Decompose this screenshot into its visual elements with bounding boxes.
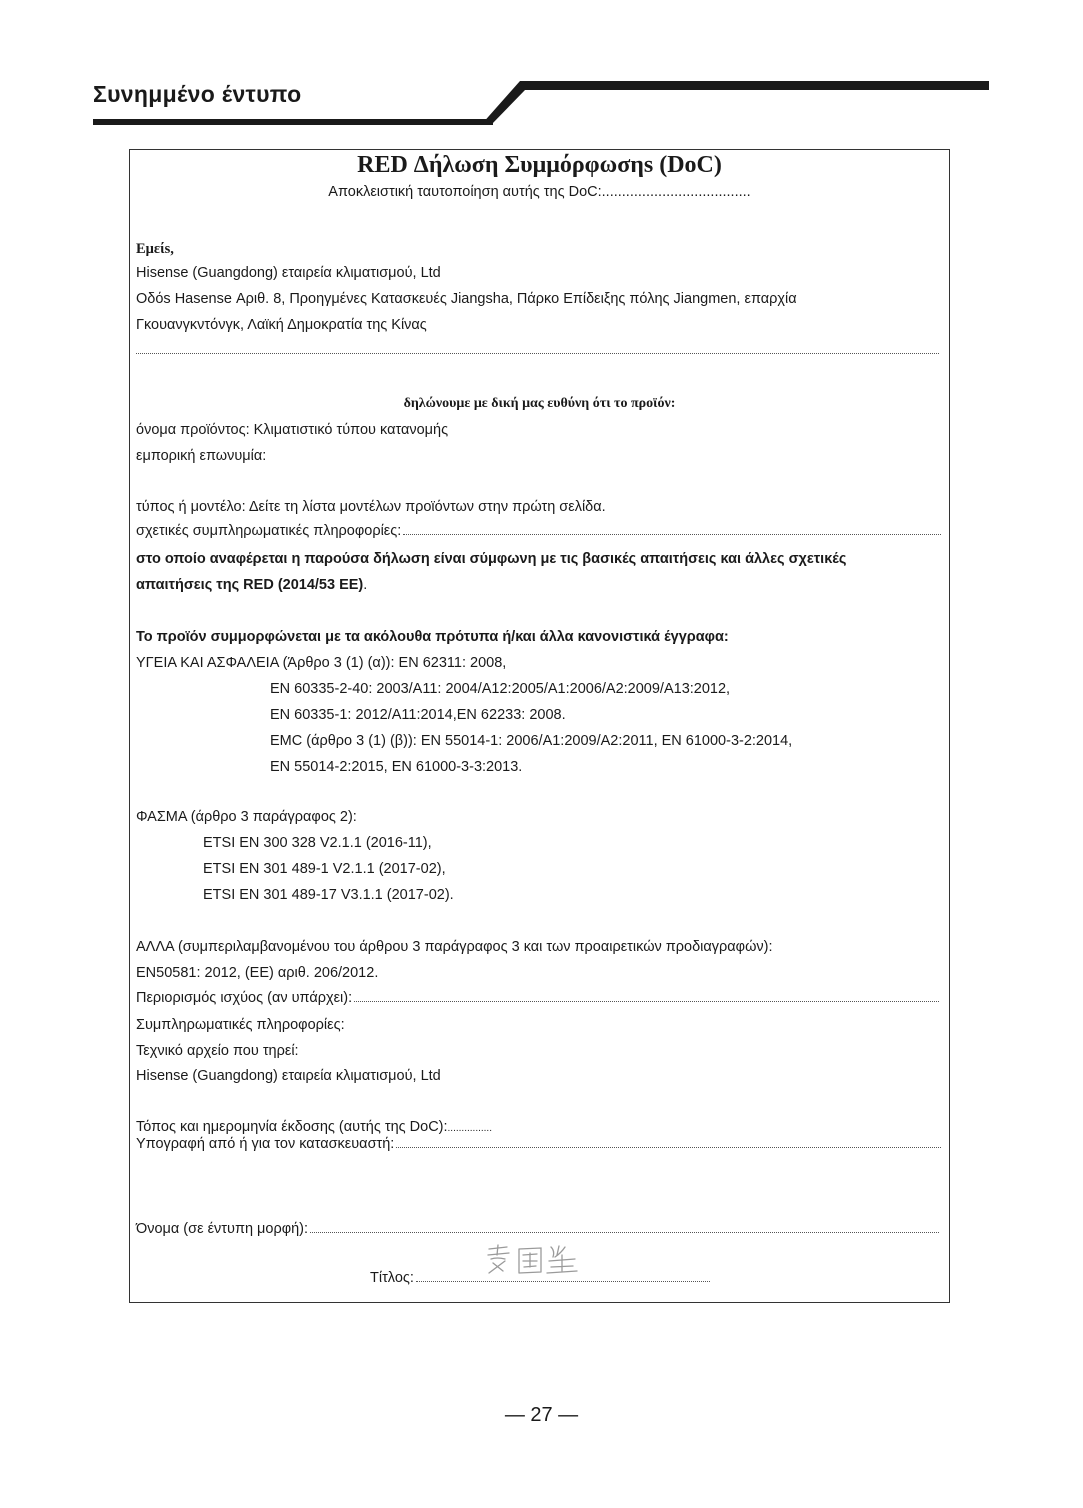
standard-line: EN 60335-2-40: 2003/A11: 2004/A12:2005/A1:2006/A2:2009/A13:2012, bbox=[270, 681, 731, 697]
power-limit-label: Περιορισμός ισχύος (αν υπάρχει): bbox=[136, 990, 353, 1006]
page-number: — 27 — bbox=[504, 1404, 579, 1426]
power-limit-field bbox=[136, 990, 939, 1006]
doc-id-line bbox=[129, 184, 950, 200]
we-label: Εμείs, bbox=[136, 241, 174, 257]
spectrum-line: ETSI EN 301 489-17 V3.1.1 (2017-02). bbox=[203, 887, 454, 903]
doc-id-dots: ..................................... bbox=[601, 184, 751, 200]
health-safety-line: ΥΓΕΙΑ ΚΑΙ ΑΣΦΑΛΕΙΑ (Άρθρο 3 (1) (α)): EN 62311: 2008, bbox=[136, 655, 507, 671]
printed-name-label: Όνομα (σε έντυπη μορφή): bbox=[136, 1221, 309, 1237]
address-line-1: Οδόs Hasense Αριθ. 8, Προηγμένες Κατασκευές Jiangsha, Πάρκο Επίδειξης πόλης Jiangmen, επαρχία bbox=[136, 291, 797, 307]
address-line-2: Γκουανγκντόνγκ, Λαϊκή Δημοκρατία της Κίνας bbox=[136, 317, 427, 333]
place-date-dots: ................ bbox=[447, 1123, 492, 1134]
doc-id-label: Αποκλειστική ταυτοποίηση αυτής της DoC: bbox=[328, 184, 602, 200]
place-date-label: Τόπος και ημερομηνία έκδοσης (αυτής της DoC): bbox=[136, 1119, 448, 1135]
other-line: EN50581: 2012, (ΕΕ) αριθ. 206/2012. bbox=[136, 965, 379, 981]
model-line: τύπος ή μοντέλο: Δείτε τη λίστα μοντέλων προϊόντων στην πρώτη σελίδα. bbox=[136, 499, 606, 515]
doc-title: RED Δήλωση Συμμόρφωσηs (DoC) bbox=[357, 152, 722, 178]
product-name: όνομα προϊόντος: Κλιματιστικό τύπου κατανομής bbox=[136, 422, 449, 438]
conformity-line-2-wrap bbox=[136, 576, 367, 594]
handwritten-signature-icon bbox=[483, 1241, 583, 1281]
conformity-end: . bbox=[363, 577, 368, 593]
spectrum-line: ETSI EN 300 328 V2.1.1 (2016-11), bbox=[203, 835, 432, 851]
extra-info-field bbox=[136, 523, 941, 539]
conformity-line-1: στο οποίο αναφέρεται η παρούσα δήλωση είναι σύμφωνη με τις βασικές απαιτήσεις και άλλες σχετικές bbox=[136, 551, 847, 567]
standard-line: EN 55014-2:2015, EN 61000-3-3:2013. bbox=[270, 759, 523, 775]
conformity-line-2: απαιτήσεις της RED (2014/53 ΕΕ) bbox=[136, 577, 364, 593]
title-label: Τίτλος: bbox=[370, 1270, 414, 1286]
declaration-statement: δηλώνουμε με δική μας ευθύνη ότι το προϊόν: bbox=[403, 396, 676, 411]
tech-file-holder: Hisense (Guangdong) εταιρεία κλιματισμού, Ltd bbox=[136, 1068, 441, 1084]
address-dotted-line bbox=[136, 352, 939, 354]
trade-name: εμπορική επωνυμία: bbox=[136, 448, 267, 464]
spectrum-line: ETSI EN 301 489-1 V2.1.1 (2017-02), bbox=[203, 861, 446, 877]
header-bar bbox=[0, 0, 1083, 140]
extra-info-label: σχετικές συμπληρωματικές πληροφορίες: bbox=[136, 523, 402, 539]
standard-line: EMC (άρθρο 3 (1) (β)): EN 55014-1: 2006/A1:2009/A2:2011, EN 61000-3-2:2014, bbox=[270, 733, 793, 749]
company-name: Hisense (Guangdong) εταιρεία κλιματισμού, Ltd bbox=[136, 265, 441, 281]
signature-field bbox=[136, 1136, 941, 1152]
signature-label: Υπογραφή από ή για τον κατασκευαστή: bbox=[136, 1136, 395, 1152]
standard-line: EN 60335-1: 2012/A11:2014,EN 62233: 2008. bbox=[270, 707, 566, 723]
printed-name-field bbox=[136, 1221, 939, 1237]
other-heading: ΑΛΛΑ (συμπεριλαμβανομένου του άρθρου 3 παράγραφος 3 και των προαιρετικών προδιαγραφών): bbox=[136, 939, 773, 955]
supplementary-info: Συμπληρωματικές πληροφορίες: bbox=[136, 1017, 345, 1033]
tech-file-label: Τεχνικό αρχείο που τηρεί: bbox=[136, 1043, 299, 1059]
spectrum-heading: ΦΑΣΜΑ (άρθρο 3 παράγραφος 2): bbox=[136, 809, 357, 825]
standards-heading: Το προϊόν συμμορφώνεται με τα ακόλουθα πρότυπα ή/και άλλα κανονιστικά έγγραφα: bbox=[136, 629, 729, 645]
section-title: Συνημμένο έντυπο bbox=[93, 81, 302, 107]
place-date-field bbox=[136, 1118, 492, 1138]
